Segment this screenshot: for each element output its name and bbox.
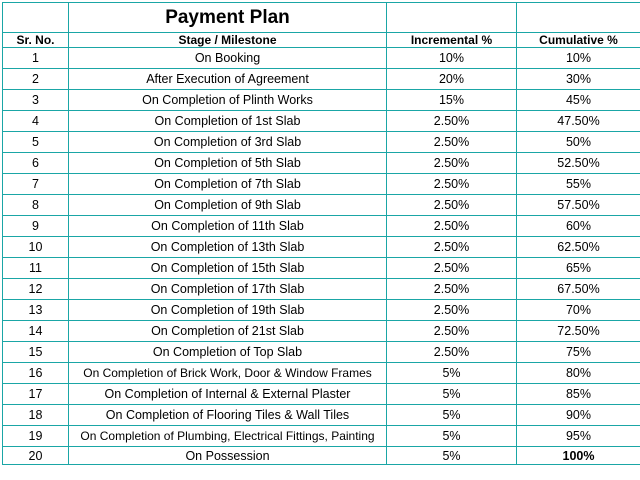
cumulative-cell: 100% (517, 447, 640, 465)
incremental-cell: 2.50% (387, 279, 517, 300)
table-row (3, 237, 640, 258)
stage-cell: On Completion of Plumbing, Electrical Fittings, Painting (69, 426, 387, 447)
table-row (3, 48, 640, 69)
table-row (3, 258, 640, 279)
table-row (3, 363, 640, 384)
incremental-cell: 5% (387, 384, 517, 405)
cumulative-cell: 65% (517, 258, 640, 279)
table-row (3, 342, 640, 363)
table-row (3, 111, 640, 132)
stage-cell: On Booking (69, 48, 387, 69)
stage-cell: On Completion of Brick Work, Door & Window Frames (69, 363, 387, 384)
stage-cell: On Completion of 21st Slab (69, 321, 387, 342)
table-row (3, 384, 640, 405)
cumulative-cell: 70% (517, 300, 640, 321)
stage-cell: On Completion of Internal & External Plaster (69, 384, 387, 405)
table-row (3, 426, 640, 447)
cumulative-cell: 95% (517, 426, 640, 447)
cumulative-cell: 62.50% (517, 237, 640, 258)
incremental-cell: 10% (387, 48, 517, 69)
sr-no-cell: 6 (3, 153, 69, 174)
sr-no-cell: 12 (3, 279, 69, 300)
header-sr-no: Sr. No. (3, 33, 69, 48)
sr-no-cell: 20 (3, 447, 69, 465)
table-row (3, 405, 640, 426)
table-row (3, 174, 640, 195)
incremental-cell: 2.50% (387, 258, 517, 279)
stage-cell: On Completion of 1st Slab (69, 111, 387, 132)
title-blank-cell (517, 3, 640, 33)
stage-cell: On Completion of Flooring Tiles & Wall Tiles (69, 405, 387, 426)
cumulative-cell: 10% (517, 48, 640, 69)
sr-no-cell: 11 (3, 258, 69, 279)
sr-no-cell: 1 (3, 48, 69, 69)
stage-cell: On Completion of 17th Slab (69, 279, 387, 300)
stage-cell: On Completion of Top Slab (69, 342, 387, 363)
incremental-cell: 2.50% (387, 321, 517, 342)
cumulative-cell: 52.50% (517, 153, 640, 174)
payment-plan-sheet (2, 2, 640, 480)
table-row (3, 153, 640, 174)
sr-no-cell: 13 (3, 300, 69, 321)
sr-no-cell: 19 (3, 426, 69, 447)
stage-cell: On Possession (69, 447, 387, 465)
stage-cell: On Completion of 13th Slab (69, 237, 387, 258)
stage-cell: On Completion of 9th Slab (69, 195, 387, 216)
table-row (3, 300, 640, 321)
cumulative-cell: 90% (517, 405, 640, 426)
stage-cell: On Completion of 5th Slab (69, 153, 387, 174)
stage-cell: On Completion of 11th Slab (69, 216, 387, 237)
page-title: Payment Plan (69, 3, 387, 33)
incremental-cell: 2.50% (387, 111, 517, 132)
table-row (3, 447, 640, 465)
sr-no-cell: 17 (3, 384, 69, 405)
stage-cell: On Completion of 19th Slab (69, 300, 387, 321)
table-row (3, 216, 640, 237)
stage-cell: After Execution of Agreement (69, 69, 387, 90)
table-row (3, 132, 640, 153)
header-incremental: Incremental % (387, 33, 517, 48)
table-row (3, 321, 640, 342)
sr-no-cell: 4 (3, 111, 69, 132)
cumulative-cell: 57.50% (517, 195, 640, 216)
table-row (3, 279, 640, 300)
header-stage: Stage / Milestone (69, 33, 387, 48)
sr-no-cell: 18 (3, 405, 69, 426)
cumulative-cell: 72.50% (517, 321, 640, 342)
sr-no-cell: 10 (3, 237, 69, 258)
incremental-cell: 5% (387, 426, 517, 447)
sr-no-cell: 14 (3, 321, 69, 342)
sr-no-cell: 9 (3, 216, 69, 237)
incremental-cell: 20% (387, 69, 517, 90)
sr-no-cell: 7 (3, 174, 69, 195)
payment-plan-table (2, 2, 640, 465)
cumulative-cell: 75% (517, 342, 640, 363)
cumulative-cell: 47.50% (517, 111, 640, 132)
sr-no-cell: 16 (3, 363, 69, 384)
incremental-cell: 2.50% (387, 153, 517, 174)
title-blank-cell (3, 3, 69, 33)
incremental-cell: 2.50% (387, 342, 517, 363)
cumulative-cell: 60% (517, 216, 640, 237)
cumulative-cell: 45% (517, 90, 640, 111)
sr-no-cell: 15 (3, 342, 69, 363)
title-blank-cell (387, 3, 517, 33)
incremental-cell: 2.50% (387, 237, 517, 258)
title-row (3, 3, 640, 33)
cumulative-cell: 67.50% (517, 279, 640, 300)
stage-cell: On Completion of 15th Slab (69, 258, 387, 279)
incremental-cell: 2.50% (387, 216, 517, 237)
cumulative-cell: 85% (517, 384, 640, 405)
cumulative-cell: 80% (517, 363, 640, 384)
cumulative-cell: 55% (517, 174, 640, 195)
incremental-cell: 5% (387, 363, 517, 384)
sr-no-cell: 2 (3, 69, 69, 90)
incremental-cell: 2.50% (387, 300, 517, 321)
sr-no-cell: 3 (3, 90, 69, 111)
incremental-cell: 2.50% (387, 132, 517, 153)
table-row (3, 90, 640, 111)
header-cumulative: Cumulative % (517, 33, 640, 48)
incremental-cell: 2.50% (387, 174, 517, 195)
cumulative-cell: 50% (517, 132, 640, 153)
stage-cell: On Completion of 7th Slab (69, 174, 387, 195)
stage-cell: On Completion of Plinth Works (69, 90, 387, 111)
incremental-cell: 2.50% (387, 195, 517, 216)
header-row (3, 33, 640, 48)
cumulative-cell: 30% (517, 69, 640, 90)
stage-cell: On Completion of 3rd Slab (69, 132, 387, 153)
sr-no-cell: 5 (3, 132, 69, 153)
incremental-cell: 5% (387, 447, 517, 465)
incremental-cell: 5% (387, 405, 517, 426)
table-row (3, 69, 640, 90)
table-row (3, 195, 640, 216)
incremental-cell: 15% (387, 90, 517, 111)
sr-no-cell: 8 (3, 195, 69, 216)
